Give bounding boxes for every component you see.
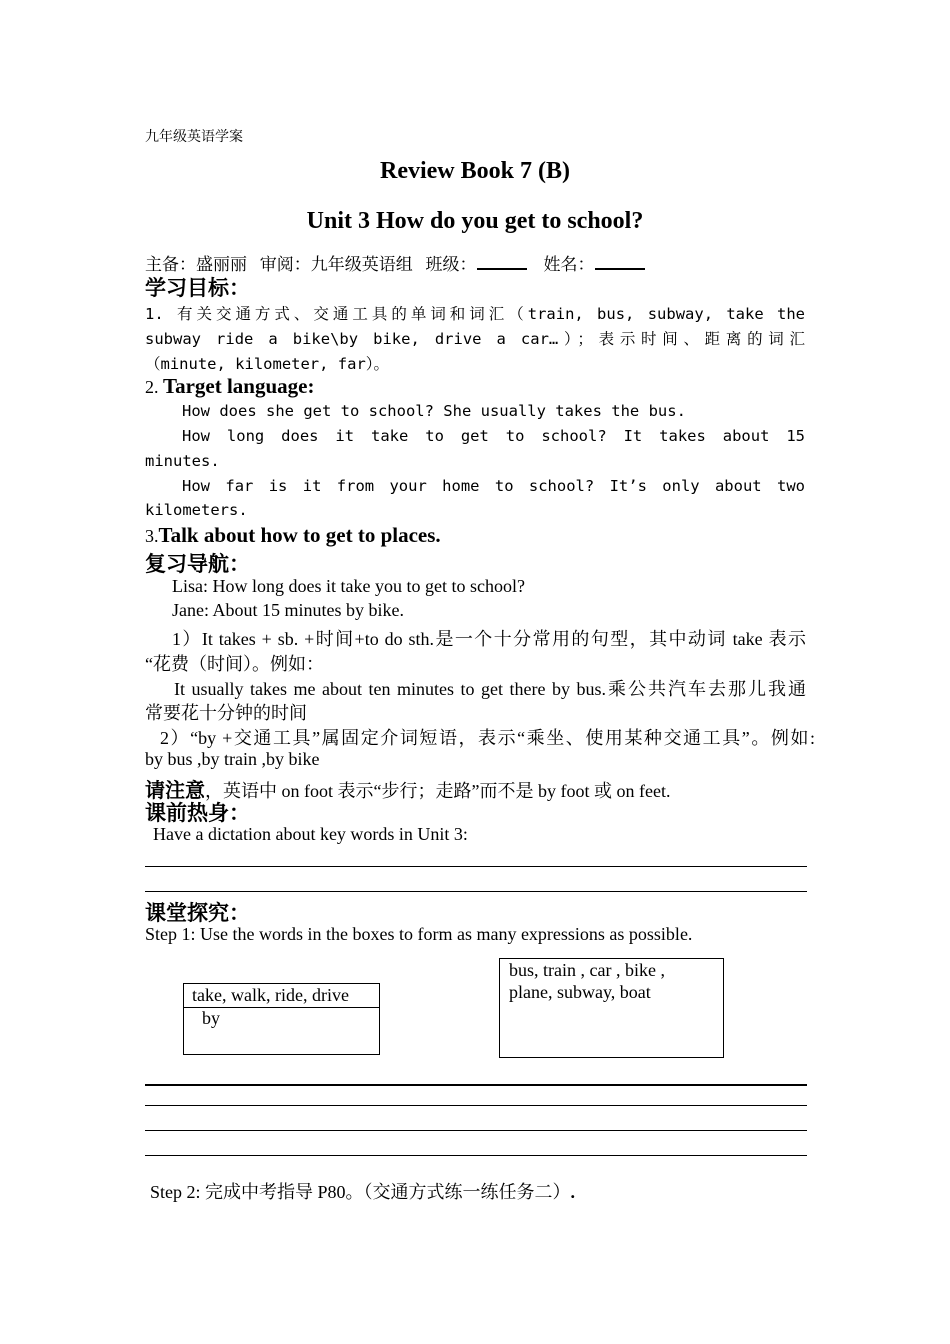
vehicle-box-line-2: plane, subway, boat: [509, 982, 651, 1002]
page-header: 九年级英语学案: [145, 130, 243, 145]
note-text: ，英语中 on foot 表示“步行；走路”而不是 by foot 或 on feet.: [205, 781, 671, 801]
objective-1-line-2: subway ride a bike\by bike, drive a car…）；表示时间、距离的词汇: [145, 330, 805, 348]
grammar-point-1-line-1: 1）It takes + sb. +时间+to do sth.是一个十分常用的句型，其中动词 take 表示: [172, 629, 806, 649]
explore-heading: 课堂探究：: [145, 901, 250, 925]
reviewer-label: 审阅：九年级英语组: [259, 255, 413, 274]
step-2-period: .: [570, 1182, 576, 1202]
target-language-3: How far is it from your home to school? It’s only about two: [182, 477, 805, 495]
grammar-point-2-line-2: by bus ,by train ,by bike: [145, 749, 320, 769]
objective-2-title: Target language:: [163, 374, 315, 398]
objective-2: [145, 374, 314, 399]
verb-box-by: by: [202, 1008, 220, 1028]
target-language-2: How long does it take to get to school? It takes about 15: [182, 427, 805, 445]
answer-line[interactable]: [145, 1130, 807, 1131]
class-label: 班级：: [425, 255, 477, 274]
objective-1-line-1: 1. 有关交通方式、交通工具的单词和词汇（train, bus, subway, take the: [145, 305, 805, 323]
answer-line[interactable]: [145, 866, 807, 867]
review-heading: 复习导航：: [145, 552, 250, 576]
objective-3-number: 3.: [145, 526, 159, 546]
step-1-instruction: Step 1: Use the words in the boxes to form as many expressions as possible.: [145, 924, 693, 944]
page-title: Review Book 7 (B): [380, 158, 570, 184]
objective-2-number: 2.: [145, 377, 163, 397]
objectives-heading: 学习目标：: [145, 276, 250, 300]
objective-3: [145, 523, 441, 548]
grammar-example-line-2: 常要花十分钟的时间: [145, 703, 307, 723]
name-blank[interactable]: [595, 254, 645, 270]
target-language-1: How does she get to school? She usually takes the bus.: [182, 402, 686, 420]
target-language-3b: kilometers.: [145, 501, 248, 519]
answer-line[interactable]: [145, 891, 807, 892]
warmup-instruction: Have a dictation about key words in Unit 3:: [153, 824, 468, 844]
step-2-text: Step 2: 完成中考指导 P80。（交通方式练一练任务二）: [150, 1182, 571, 1202]
answer-line[interactable]: [145, 1105, 807, 1106]
grammar-point-2-line-1: 2）“by +交通工具”属固定介词短语，表示“乘坐、使用某种交通工具”。例如:: [160, 728, 815, 748]
answer-line[interactable]: [145, 1084, 807, 1086]
note-label: 请注意: [145, 780, 205, 802]
vehicle-word-box: [499, 958, 724, 1058]
objective-3-title: Talk about how to get to places.: [158, 523, 441, 547]
grammar-point-1-line-2: “花费（时间）。例如：: [145, 654, 324, 674]
warmup-heading: 课前热身：: [145, 801, 250, 825]
step-2-instruction: [150, 1178, 575, 1204]
grammar-example-line-1: It usually takes me about ten minutes to get there by bus.乘公共汽车去那儿我通: [174, 679, 806, 699]
verb-box-header: take, walk, ride, drive: [192, 985, 349, 1005]
author-label: 主备：盛丽丽: [145, 255, 247, 274]
page-subtitle: Unit 3 How do you get to school?: [306, 208, 644, 234]
dialog-line-lisa: Lisa: How long does it take you to get to school?: [172, 576, 525, 596]
target-language-2b: minutes.: [145, 452, 220, 470]
verb-word-box: [183, 983, 380, 1055]
vehicle-box-line-1: bus, train , car , bike ,: [509, 960, 665, 980]
objective-1-line-3: （minute, kilometer, far）。: [145, 355, 390, 373]
answer-line[interactable]: [145, 1155, 807, 1156]
dialog-line-jane: Jane: About 15 minutes by bike.: [172, 600, 404, 620]
class-blank[interactable]: [477, 254, 527, 270]
name-label: 姓名：: [543, 255, 595, 274]
